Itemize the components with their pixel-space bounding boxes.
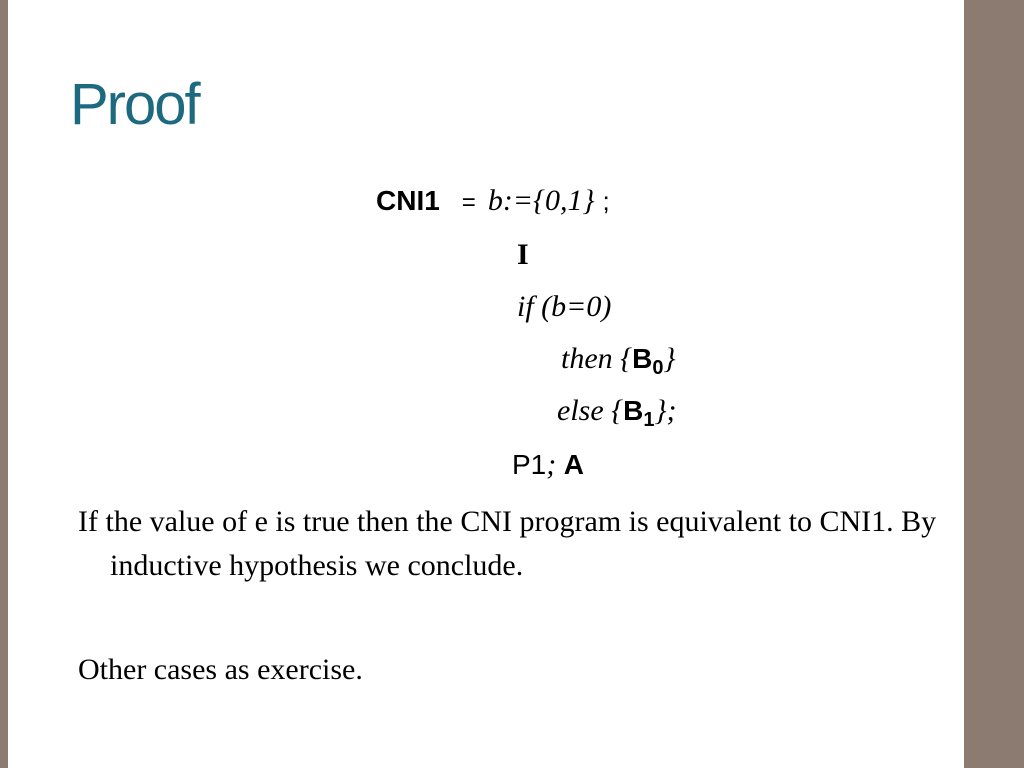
else-block-name: B <box>623 395 644 426</box>
exercise-note: Other cases as exercise. <box>78 653 363 686</box>
code-line-if: if (b=0) <box>517 290 612 323</box>
final-statement: A <box>563 449 584 480</box>
then-keyword: then { <box>561 342 633 375</box>
statement-separator: ; <box>602 186 610 216</box>
then-block-name: B <box>632 343 653 374</box>
equals-sign: = <box>461 189 476 216</box>
code-line-choice-operator: I <box>517 238 529 271</box>
program-name: CNI1 <box>376 185 440 216</box>
left-decorative-bar <box>0 0 8 768</box>
code-line-else <box>557 396 677 430</box>
then-close-brace: } <box>663 342 676 375</box>
then-block-subscript: 0 <box>652 357 664 379</box>
else-keyword: else { <box>557 394 624 427</box>
sequence-semicolon: ; <box>546 448 557 481</box>
else-block-subscript: 1 <box>643 409 655 431</box>
assignment-statement: b:={0,1} <box>487 184 595 217</box>
else-close-brace: }; <box>654 394 677 427</box>
explanation-paragraph: If the value of e is true then the CNI program is equivalent to CNI1. By inductive hypothesis we conclude. <box>78 505 937 582</box>
code-line-then <box>561 344 676 378</box>
code-line-sequence <box>512 450 584 480</box>
p1-label: P1 <box>512 449 547 480</box>
slide-title: Proof <box>70 72 199 137</box>
code-line-definition <box>376 186 610 216</box>
